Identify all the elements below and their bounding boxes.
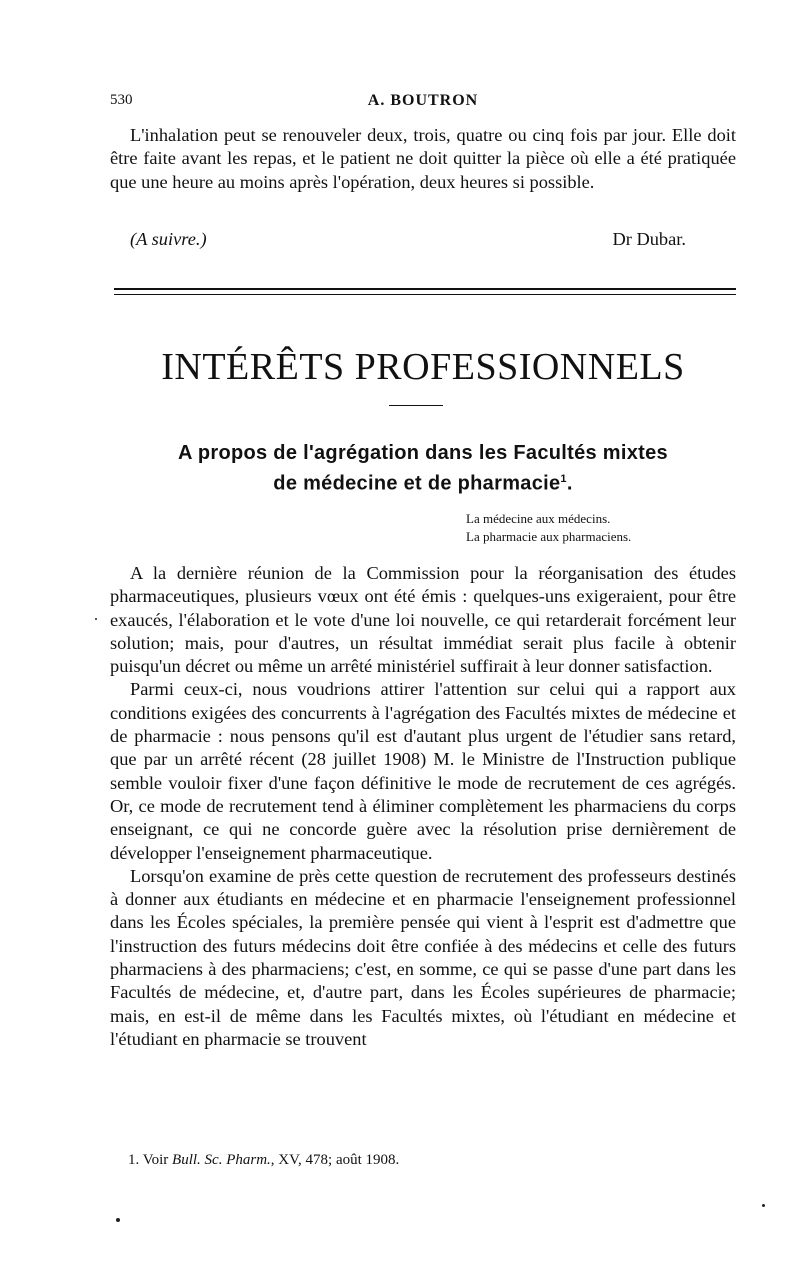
continuation-text bbox=[110, 124, 736, 194]
article-title-line-2: de médecine et de pharmacie$^1$. bbox=[273, 472, 573, 495]
footnote-text-before: Voir bbox=[142, 1152, 169, 1168]
title-underline bbox=[389, 405, 443, 406]
epigraph-line-2: La pharmacie aux pharmaciens. bbox=[466, 529, 632, 544]
footnote-number: 1. bbox=[128, 1152, 140, 1168]
author-signature: Dr Dubar. bbox=[612, 229, 686, 249]
article-title-line-1: A propos de l'agrégation dans les Facultés mixtes bbox=[178, 442, 668, 464]
article-title bbox=[110, 440, 736, 497]
article-title-line-2-text: de médecine et de pharmacie bbox=[273, 472, 561, 495]
print-speck bbox=[762, 1204, 765, 1207]
article-body bbox=[110, 562, 736, 1051]
signature-line bbox=[110, 229, 736, 253]
body-paragraph-3: Lorsqu'on examine de près cette question de recrutement des professeurs destinés à donner aux étudiants en médecine et en pharmacie l'enseignement professionnel dans les Écoles spéciales, la première pensée qui vient à l'esprit est d'admettre que l'instruction des futurs médecins doit être confiée à des médecins et celle des futurs pharmaciens à des pharmaciens; c'est, en somme, ce qui se passe d'une part dans les Facultés de médecine, et, d'autre part, dans les Écoles supérieures de pharmacie; mais, en est-il de même dans les Facultés mixtes, où l'étudiant en médecine et l'étudiant en pharmacie se trouvent bbox=[110, 865, 736, 1049]
footnote-text-after: , XV, 478; août 1908. bbox=[270, 1152, 400, 1168]
footnote bbox=[128, 1152, 399, 1169]
epigraph-line-1: La médecine aux médecins. bbox=[466, 511, 611, 526]
running-title: A. BOUTRON bbox=[367, 92, 479, 109]
body-paragraph-2: Parmi ceux-ci, nous voudrions attirer l'attention sur celui qui a rapport aux conditions exigées des concurrents à l'agrégation des Facultés mixtes de médecine et de pharmacie : nous pensons qu'il est d'autant plus urgent de l'étudier sans retard, que par un arrêté récent (28 juillet 1908) M. le Ministre de l'Instruction publique semble vouloir fixer d'une façon définitive le mode de recrutement de ces agrégés. Or, ce mode de recrutement tend à éliminer complètement les pharmaciens du corps enseignant, ce qui ne concorde guère avec la résolution prise dernièrement de développer l'enseignement pharmaceutique. bbox=[110, 679, 736, 863]
running-head bbox=[110, 92, 736, 116]
continuation-paragraph: L'inhalation peut se renouveler deux, trois, quatre ou cinq fois par jour. Elle doit être faite avant les repas, et le patient ne doit quitter la pièce où elle a été pratiquée que une heure au moins après l'opération, deux heures si possible. bbox=[110, 125, 736, 192]
epigraph bbox=[466, 510, 631, 546]
section-divider-top bbox=[114, 288, 736, 290]
page-number: 530 bbox=[110, 92, 133, 108]
print-speck bbox=[116, 1218, 120, 1222]
section-divider-bottom bbox=[114, 294, 736, 295]
footnote-marker: 1 bbox=[560, 473, 567, 485]
body-paragraph-1: A la dernière réunion de la Commission pour la réorganisation des études pharmaceutiques, plusieurs vœux ont été émis : quelques-uns exigeraient, pour être exaucés, l'élaboration et le vote d'une loi nouvelle, ce qui retarderait forcément leur solution; mais, pour d'autres, un résultat immédiat serait plus facile à obtenir puisqu'un décret ou même un arrêté ministériel suffirait à leur donner satisfaction. bbox=[110, 563, 736, 677]
print-speck bbox=[95, 618, 97, 620]
footnote-citation: Bull. Sc. Pharm. bbox=[172, 1152, 271, 1168]
to-be-continued-note: (A suivre.) bbox=[130, 229, 207, 249]
section-title: INTÉRÊTS PROFESSIONNELS bbox=[161, 346, 685, 388]
